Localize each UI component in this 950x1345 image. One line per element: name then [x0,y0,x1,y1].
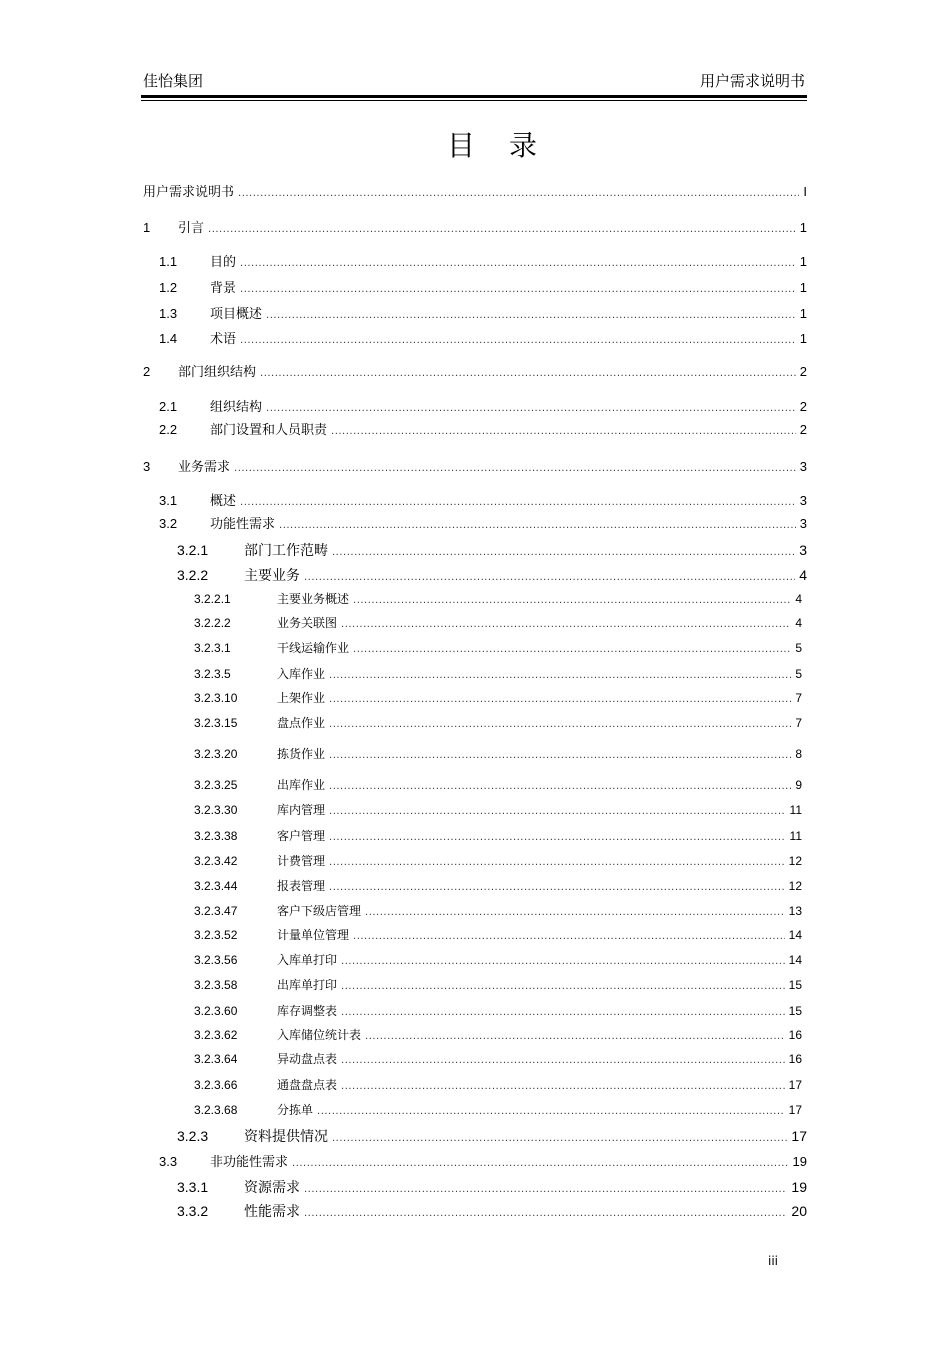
toc-entry-page: 4 [795,616,802,630]
toc-entry-page: 8 [795,747,802,761]
toc-entry-leader [292,1155,789,1170]
toc-entry-title: 主要业务概述 [277,592,350,606]
header-rule-thick [141,95,807,98]
toc-entry-page: 5 [795,667,802,681]
toc-entry-leader [332,1129,787,1145]
toc-entry-number: 3.2.3.5 [194,667,231,681]
toc-entry[interactable] [194,590,802,607]
toc-entry[interactable] [194,902,802,919]
header-rule-thin [141,100,807,101]
toc-entry-title: 部门设置和人员职责 [210,423,328,438]
toc-entry-title: 术语 [210,332,237,347]
toc-entry-title: 组织结构 [210,400,263,415]
toc-entry-number: 3.2.3 [177,1128,209,1144]
toc-entry-number: 2.2 [159,422,178,437]
toc-entry-title: 主要业务 [244,568,300,584]
toc-entry-leader [208,221,796,236]
toc-entry-leader [234,460,796,475]
toc-entry[interactable] [194,776,802,793]
toc-entry[interactable] [159,251,807,270]
toc-entry-title: 用户需求说明书 [143,185,235,200]
toc-entry-number: 3.2.1 [177,542,209,558]
toc-entry-leader [332,543,795,559]
toc-entry-title: 业务需求 [178,460,231,475]
toc-entry-leader [240,494,796,509]
toc-entry[interactable] [177,565,807,585]
footer-page-number: iii [768,1254,779,1268]
toc-entry-leader [304,1204,787,1220]
toc-entry-title: 客户管理 [277,829,326,843]
toc-entry-leader [260,365,796,380]
toc-entry-number: 3.2.3.15 [194,716,238,730]
toc-entry-title: 干线运输作业 [277,641,350,655]
toc-entry-leader [266,307,796,322]
toc-entry[interactable] [143,217,807,236]
toc-entry-leader [266,400,796,415]
toc-entry-title: 功能性需求 [210,517,276,532]
toc-entry-page: 7 [795,716,802,730]
toc-entry-leader [304,1180,787,1196]
toc-entry-title: 入库储位统计表 [277,1028,362,1042]
toc-entry-title: 库存调整表 [277,1004,338,1018]
toc-entry-number: 3.3.2 [177,1203,209,1219]
toc-entry-number: 1.4 [159,331,178,346]
toc-entry-title: 报表管理 [277,879,326,893]
toc-entry[interactable] [159,396,807,415]
toc-entry-number: 3.2.3.60 [194,1004,238,1018]
toc-entry-title: 概述 [210,494,237,509]
toc-entry-page: 1 [799,280,807,295]
toc-entry-page: 2 [799,422,807,437]
toc-entry-number: 3.2.3.42 [194,854,238,868]
toc-entry-title: 项目概述 [210,307,263,322]
toc-entry[interactable] [177,1201,807,1221]
toc-entry[interactable] [194,976,802,993]
toc-entry[interactable] [159,277,807,296]
toc-entry-title: 出库单打印 [277,978,338,992]
toc-entry-leader [317,1103,785,1117]
toc-entry-title: 出库作业 [277,778,326,792]
toc-entry-number: 3.2.3.38 [194,829,238,843]
toc-entry[interactable] [194,714,802,731]
toc-entry-leader [341,1052,785,1066]
page-title: 目录 [446,129,571,162]
toc-entry-leader [329,879,785,893]
toc-entry[interactable] [159,419,807,438]
toc-entry-number: 3.2.3.20 [194,747,238,761]
toc-entry-page: 9 [795,778,802,792]
toc-entry-page: I [803,184,807,199]
toc-entry-title: 计量单位管理 [277,928,350,942]
toc-entry-leader [341,953,785,967]
toc-entry-page: 3 [799,459,807,474]
toc-entry[interactable] [194,639,802,656]
toc-entry-number: 1.3 [159,306,178,321]
toc-entry[interactable] [159,490,807,509]
toc-entry-leader [304,568,795,584]
toc-entry-number: 3.2.2.1 [194,592,231,606]
toc-entry-title: 业务关联图 [277,616,338,630]
header-company: 佳怡集团 [143,72,204,90]
toc-entry-title: 入库单打印 [277,953,338,967]
toc-entry-number: 1.1 [159,254,178,269]
toc-entry-page: 20 [791,1203,807,1219]
toc-entry-leader [353,592,791,606]
toc-entry-title: 部门组织结构 [178,365,257,380]
toc-entry[interactable] [194,926,802,943]
toc-entry-number: 3.2.3.62 [194,1028,238,1042]
toc-entry-leader [240,281,796,296]
toc-entry[interactable] [194,1076,802,1093]
toc-entry-page: 5 [795,641,802,655]
toc-entry-leader [238,185,799,200]
toc-entry-leader [353,641,791,655]
toc-entry-page: 3 [799,493,807,508]
toc-entry-leader [329,854,785,868]
toc-entry-page: 14 [788,928,802,942]
toc-entry[interactable] [159,513,807,532]
toc-entry-title: 库内管理 [277,803,326,817]
toc-entry-page: 4 [799,567,807,583]
toc-entry-page: 11 [789,803,802,817]
toc-entry-title: 客户下级店管理 [277,904,362,918]
toc-entry-page: 16 [788,1052,802,1066]
toc-entry[interactable] [194,827,802,844]
toc-entry-title: 目的 [210,255,237,270]
toc-entry-page: 4 [795,592,802,606]
toc-entry-title: 入库作业 [277,667,326,681]
toc-entry-page: 11 [789,829,802,843]
toc-entry-leader [341,978,785,992]
toc-entry-leader [365,904,785,918]
toc-entry-page: 19 [791,1179,807,1195]
toc-entry-page: 2 [799,364,807,379]
toc-entry-number: 2.1 [159,399,178,414]
toc-entry[interactable] [194,877,802,894]
toc-entry-number: 3.2.3.47 [194,904,238,918]
toc-entry-number: 3.1 [159,493,178,508]
toc-entry-number: 1.2 [159,280,178,295]
toc-entry[interactable] [177,1126,807,1146]
toc-entry-leader [240,255,796,270]
toc-entry-number: 3.3.1 [177,1179,209,1195]
toc-entry-title: 资料提供情况 [244,1129,328,1145]
toc-entry-page: 17 [788,1078,802,1092]
toc-entry-leader [240,332,796,347]
toc-entry-title: 盘点作业 [277,716,326,730]
toc-entry-leader [329,716,791,730]
toc-entry-leader [329,778,791,792]
toc-entry-number: 2 [143,364,151,379]
toc-entry-page: 12 [788,879,802,893]
toc-entry-number: 3.2.3.10 [194,691,238,705]
toc-entry-page: 3 [799,542,807,558]
toc-entry-title: 部门工作范畴 [244,543,328,559]
toc-entry-number: 3.2.2 [177,567,209,583]
toc-entry[interactable] [194,1101,802,1118]
toc-entry-page: 13 [788,904,802,918]
toc-entry-page: 16 [788,1028,802,1042]
toc-entry-page: 1 [799,254,807,269]
toc-entry-page: 7 [795,691,802,705]
toc-entry-number: 3.2.3.64 [194,1052,238,1066]
toc-entry-leader [365,1028,785,1042]
toc-entry-title: 分拣单 [277,1103,314,1117]
toc-entry[interactable] [159,303,807,322]
toc-entry-page: 17 [788,1103,802,1117]
toc-entry-title: 性能需求 [244,1204,300,1220]
toc-entry-page: 1 [799,331,807,346]
toc-entry-leader [279,517,796,532]
toc-entry-page: 15 [788,1004,802,1018]
toc-entry-number: 3.2 [159,516,178,531]
toc-entry[interactable] [159,328,807,347]
toc-entry[interactable] [194,1002,802,1019]
toc-entry-leader [329,691,791,705]
toc-entry-number: 3.2.3.66 [194,1078,238,1092]
toc-entry-page: 14 [788,953,802,967]
toc-entry-title: 异动盘点表 [277,1052,338,1066]
toc-entry[interactable] [194,1026,802,1043]
toc-entry-page: 12 [788,854,802,868]
toc-entry[interactable] [194,745,802,762]
toc-entry-leader [353,928,785,942]
toc-entry[interactable] [177,540,807,560]
toc-entry[interactable] [194,665,802,682]
toc-entry-number: 3.2.3.30 [194,803,238,817]
toc-entry[interactable] [143,361,807,380]
toc-entry[interactable] [194,852,802,869]
toc-entry-page: 15 [788,978,802,992]
toc-entry-leader [331,423,796,438]
toc-entry-number: 3.3 [159,1154,178,1169]
toc-entry-leader [329,803,786,817]
toc-entry-title: 引言 [178,221,205,236]
toc-entry-number: 1 [143,220,151,235]
toc-entry[interactable] [143,181,807,200]
toc-entry-number: 3.2.3.25 [194,778,238,792]
toc-entry-page: 1 [799,306,807,321]
toc-entry-number: 3.2.2.2 [194,616,231,630]
toc-entry[interactable] [194,801,802,818]
toc-entry[interactable] [194,1050,802,1067]
toc-entry-title: 资源需求 [244,1180,300,1196]
toc-entry-page: 19 [792,1154,807,1169]
toc-entry-leader [341,1004,785,1018]
toc-entry-number: 3 [143,459,151,474]
toc-entry-leader [329,747,791,761]
toc-entry-number: 3.2.3.58 [194,978,238,992]
toc-entry-page: 17 [791,1128,807,1144]
toc-entry-page: 2 [799,399,807,414]
toc-entry-number: 3.2.3.68 [194,1103,238,1117]
toc-entry-title: 背景 [210,281,237,296]
toc-entry-number: 3.2.3.44 [194,879,238,893]
toc-entry-number: 3.2.3.52 [194,928,238,942]
toc-entry-title: 上架作业 [277,691,326,705]
toc-entry[interactable] [159,1151,807,1170]
toc-entry-page: 1 [799,220,807,235]
toc-entry-number: 3.2.3.56 [194,953,238,967]
toc-entry[interactable] [194,689,802,706]
toc-entry-leader [341,616,791,630]
toc-entry[interactable] [194,614,802,631]
header-doc-title: 用户需求说明书 [699,72,805,90]
toc-entry-leader [329,667,791,681]
toc-entry-title: 计费管理 [277,854,326,868]
toc-entry-number: 3.2.3.1 [194,641,231,655]
toc-entry-title: 拣货作业 [277,747,326,761]
toc-entry-leader [329,829,786,843]
toc-entry[interactable] [194,951,802,968]
toc-entry[interactable] [177,1177,807,1197]
toc-entry[interactable] [143,456,807,475]
toc-entry-title: 非功能性需求 [210,1155,289,1170]
toc-entry-page: 3 [799,516,807,531]
toc-entry-leader [341,1078,785,1092]
toc-entry-title: 通盘盘点表 [277,1078,338,1092]
